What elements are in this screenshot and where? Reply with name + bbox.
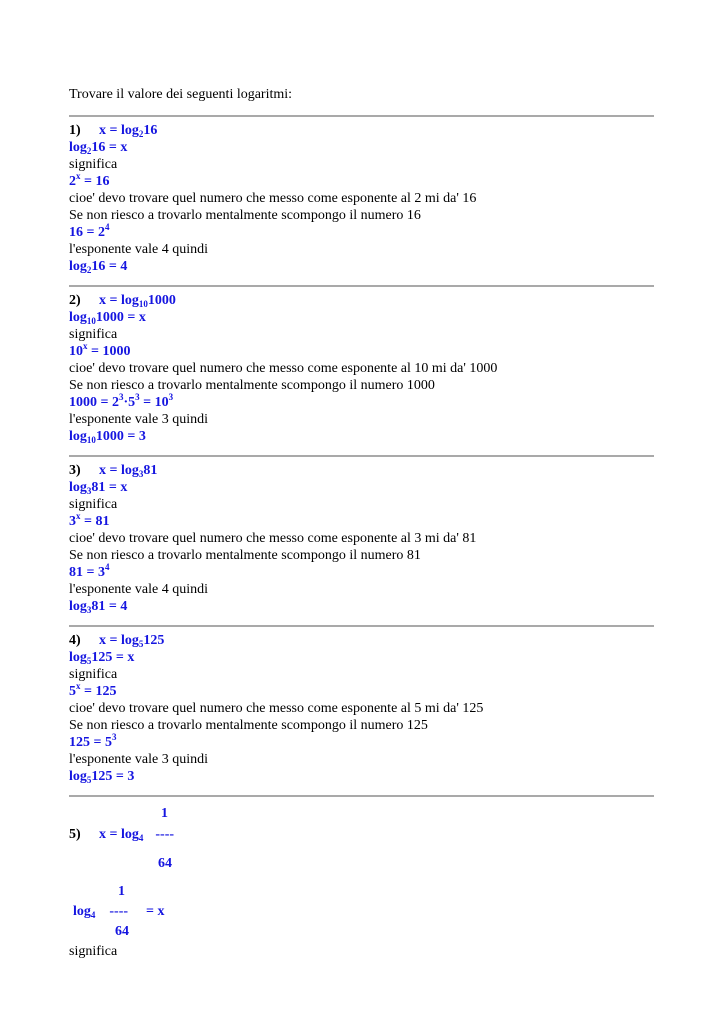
question-4: [69, 632, 654, 649]
dec-power: 3: [111, 732, 117, 742]
result-rest: 81 = 4: [91, 599, 128, 614]
exp-base: 3: [69, 514, 76, 529]
question-number: 1): [69, 123, 81, 138]
fraction-numerator: 1: [118, 884, 125, 899]
question-text: x = log: [99, 633, 139, 648]
decompose-text: Se non riesco a trovarlo mentalmente scompongo il numero 16: [69, 208, 421, 223]
explanation-text: cioe' devo trovare quel numero che messo come esponente al 2 mi da' 16: [69, 191, 477, 206]
explanation-text: cioe' devo trovare quel numero che messo come esponente al 10 mi da' 1000: [69, 361, 498, 376]
equation-line: [73, 903, 165, 920]
question-text: x = log: [99, 293, 139, 308]
exercise-3: [69, 457, 654, 615]
exponential-form: [69, 173, 654, 190]
equation-rest: = x: [146, 904, 165, 919]
log-label: log: [69, 259, 87, 274]
question-number: 4): [69, 633, 81, 648]
question-number: 2): [69, 293, 81, 308]
significa-text: significa: [69, 157, 118, 172]
exp-base: 2: [69, 174, 76, 189]
question-text: x = log: [99, 463, 139, 478]
exp-rest: = 16: [80, 174, 110, 189]
equation-line: [69, 649, 654, 666]
result-line: [69, 428, 654, 445]
dec-power: 3: [168, 392, 174, 402]
log-base: 4: [138, 833, 144, 843]
dec-power: 3: [118, 392, 124, 402]
equation-rest: 81 = x: [91, 480, 128, 495]
explanation-text: cioe' devo trovare quel numero che messo come esponente al 5 mi da' 125: [69, 701, 484, 716]
fraction-bar: ----: [155, 827, 175, 842]
log-label: log: [73, 904, 91, 919]
result-line: [69, 768, 654, 785]
significa-text: significa: [69, 327, 118, 342]
log-base: 4: [90, 910, 96, 920]
decompose-text: Se non riesco a trovarlo mentalmente scompongo il numero 81: [69, 548, 421, 563]
significa-text: significa: [69, 497, 118, 512]
exponential-form: [69, 513, 654, 530]
question-text: x = log: [99, 123, 139, 138]
page-heading: Trovare il valore dei seguenti logaritmi:: [69, 87, 293, 102]
log-argument: 1000: [147, 293, 176, 308]
fraction-denominator: 64: [115, 924, 129, 939]
log-base: 2: [86, 146, 92, 156]
question-number: 3): [69, 463, 81, 478]
fraction-denominator: 64: [158, 856, 172, 871]
result-rest: 1000 = 3: [95, 429, 146, 444]
question-1: [69, 122, 654, 139]
question-2: [69, 292, 654, 309]
dec-text: 125 = 5: [69, 735, 112, 750]
log-label: log: [69, 650, 87, 665]
dec-text: 16 = 2: [69, 225, 105, 240]
fraction-numerator: 1: [161, 806, 168, 821]
exp-power: x: [83, 341, 88, 351]
equation-line: [69, 309, 654, 326]
decompose-text: Se non riesco a trovarlo mentalmente scompongo il numero 1000: [69, 378, 435, 393]
exponent-text: l'esponente vale 4 quindi: [69, 242, 208, 257]
exercise-5: [69, 797, 654, 957]
decomposition: [69, 394, 654, 411]
result-line: [69, 258, 654, 275]
log-label: log: [69, 140, 87, 155]
exponent-text: l'esponente vale 3 quindi: [69, 412, 208, 427]
exp-power: x: [76, 171, 81, 181]
question-3: [69, 462, 654, 479]
dec-text: = 10: [139, 395, 169, 410]
log-argument: 125: [143, 633, 165, 648]
log-label: log: [69, 769, 87, 784]
log-base: 10: [86, 316, 96, 326]
equation-line: [69, 479, 654, 496]
exp-power: x: [76, 511, 81, 521]
exponential-form: [69, 683, 654, 700]
exponential-form: [69, 343, 654, 360]
result-line: [69, 598, 654, 615]
significa-text: significa: [69, 944, 118, 959]
equation-rest: 16 = x: [91, 140, 128, 155]
decomposition: [69, 224, 654, 241]
log-base: 10: [86, 435, 96, 445]
significa-text: significa: [69, 667, 118, 682]
log-base: 3: [138, 469, 144, 479]
exp-base: 5: [69, 684, 76, 699]
question-number: 5): [69, 827, 81, 842]
decompose-text: Se non riesco a trovarlo mentalmente scompongo il numero 125: [69, 718, 428, 733]
log-argument: 81: [143, 463, 158, 478]
result-rest: 16 = 4: [91, 259, 128, 274]
exp-rest: = 1000: [87, 344, 131, 359]
equation-rest: 125 = x: [91, 650, 135, 665]
dec-text: 1000 = 2: [69, 395, 119, 410]
log-base: 2: [86, 265, 92, 275]
document-body: [69, 86, 654, 957]
log-base: 5: [86, 656, 92, 666]
log-base: 5: [138, 639, 144, 649]
exponent-text: l'esponente vale 3 quindi: [69, 752, 208, 767]
explanation-text: cioe' devo trovare quel numero che messo come esponente al 3 mi da' 81: [69, 531, 477, 546]
exp-power: x: [76, 681, 81, 691]
exponent-text: l'esponente vale 4 quindi: [69, 582, 208, 597]
dec-power: 4: [104, 222, 110, 232]
decomposition: [69, 564, 654, 581]
exercise-4: [69, 627, 654, 785]
exp-rest: = 125: [80, 684, 117, 699]
exp-base: 10: [69, 344, 83, 359]
log-base: 2: [138, 129, 144, 139]
log-argument: 16: [143, 123, 158, 138]
dec-text: 81 = 3: [69, 565, 105, 580]
dec-text: ·5: [123, 395, 136, 410]
dec-power: 4: [104, 562, 110, 572]
question-text: x = log: [99, 827, 139, 842]
log-base: 5: [86, 775, 92, 785]
exp-rest: = 81: [80, 514, 110, 529]
equation-rest: 1000 = x: [95, 310, 146, 325]
exercise-2: [69, 287, 654, 445]
log-base: 10: [138, 299, 148, 309]
fraction-bar: ----: [109, 904, 129, 919]
dec-power: 3: [135, 392, 140, 402]
question-5: [69, 826, 174, 843]
log-label: log: [69, 480, 87, 495]
log-label: log: [69, 310, 87, 325]
result-rest: 125 = 3: [91, 769, 135, 784]
decomposition: [69, 734, 654, 751]
exercise-1: [69, 117, 654, 275]
log-label: log: [69, 599, 87, 614]
log-base: 3: [86, 486, 92, 496]
log-label: log: [69, 429, 87, 444]
log-base: 3: [86, 605, 92, 615]
equation-line: [69, 139, 654, 156]
